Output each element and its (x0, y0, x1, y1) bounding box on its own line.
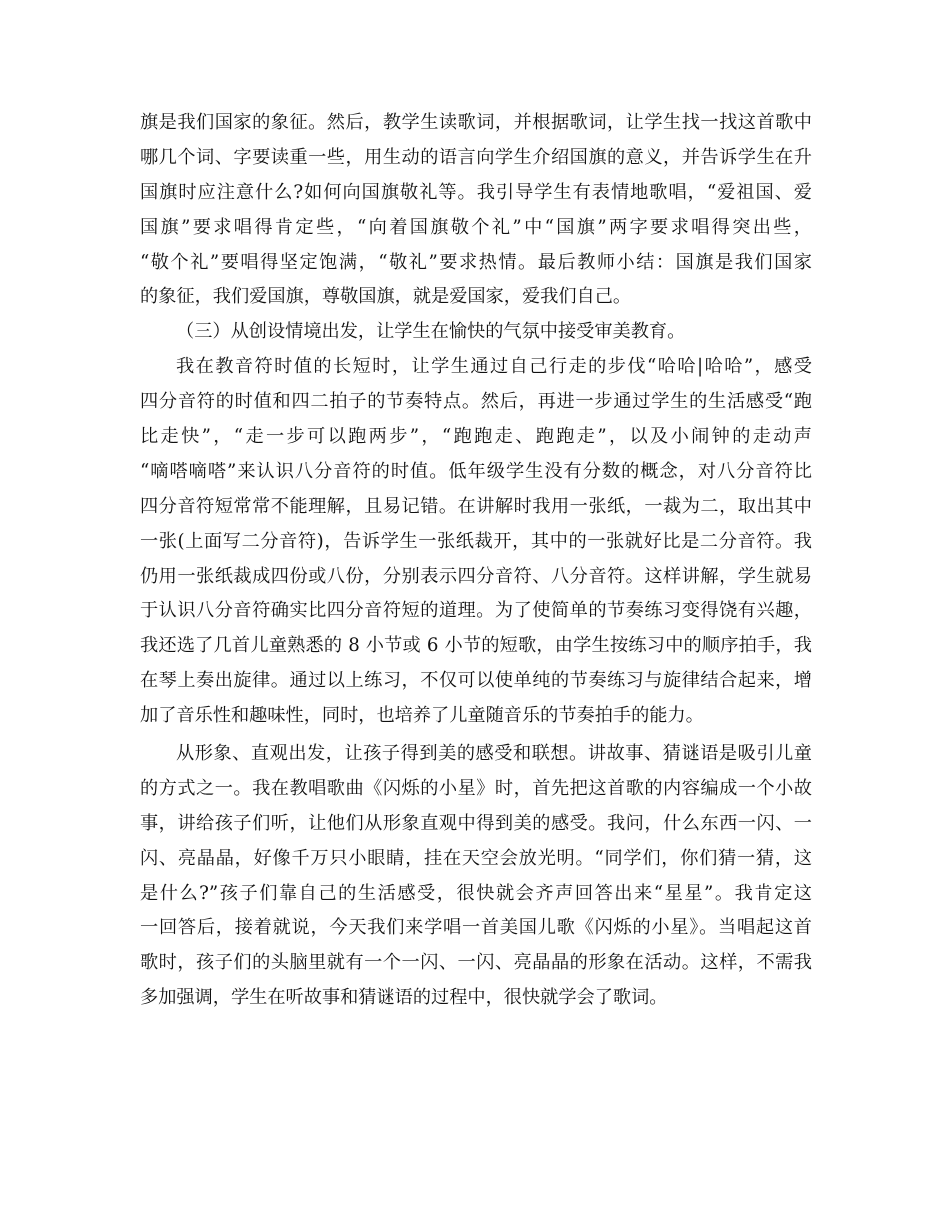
text-line: 四分音符短常常不能理解，且易记错。在讲解时我用一张纸，一裁为二，取出其中 (140, 495, 812, 517)
text-line: 是什么?”孩子们靠自己的生活感受，很快就会齐声回答出来“星星”。我肯定这 (140, 882, 812, 904)
text-line: “嘀嗒嘀嗒”来认识八分音符的时值。低年级学生没有分数的概念，对八分音符比 (140, 460, 812, 482)
text-line: 于认识八分音符确实比四分音符短的道理。为了使简单的节奏练习变得饶有兴趣， (140, 600, 812, 622)
text-line: 的方式之一。我在教唱歌曲《闪烁的小星》时，首先把这首歌的内容编成一个小故 (140, 777, 812, 799)
heading-text: （三）从创设情境出发，让学生在愉快的气氛中接受审美教育。 (176, 321, 686, 343)
text-line: 加了音乐性和趣味性，同时，也培养了儿童随音乐的节奏拍手的能力。 (140, 705, 704, 727)
text-line: 在琴上奏出旋律。通过以上练习，不仅可以使单纯的节奏练习与旋律结合起来，增 (140, 670, 812, 692)
text-line: “敬个礼”要唱得坚定饱满，“敬礼”要求热情。最后教师小结：国旗是我们国家 (140, 251, 812, 273)
text-line: 的象征，我们爱国旗，尊敬国旗，就是爱国家，爱我们自己。 (140, 286, 632, 308)
paragraph-continuation (140, 106, 812, 315)
text-line: 旗是我们国家的象征。然后，教学生读歌词，并根据歌词，让学生找一找这首歌中 (140, 112, 812, 133)
text-line: 比走快”，“走一步可以跑两步”，“跑跑走、跑跑走”，以及小闹钟的走动声 (140, 426, 812, 448)
document-page (140, 106, 812, 1016)
text-line: 我还选了几首儿童熟悉的 8 小节或 6 小节的短歌，由学生按练习中的顺序拍手，我 (140, 635, 812, 657)
paragraph (140, 737, 812, 1016)
text-line: 我在教音符时值的长短时，让学生通过自己行走的步伐“哈哈|哈哈”，感受 (176, 356, 812, 378)
text-line: 仍用一张纸裁成四份或八份，分别表示四分音符、八分音符。这样讲解，学生就易 (140, 565, 812, 587)
text-line: 国旗”要求唱得肯定些，“向着国旗敬个礼”中“国旗”两字要求唱得突出些， (140, 216, 812, 238)
text-line: 从形象、直观出发，让孩子得到美的感受和联想。讲故事、猜谜语是吸引儿童 (176, 743, 812, 765)
paragraph (140, 350, 812, 734)
text-line: 一回答后，接着就说，今天我们来学唱一首美国儿歌《闪烁的小星》。当唱起这首 (140, 917, 812, 939)
text-line: 闪、亮晶晶，好像千万只小眼睛，挂在天空会放光明。“同学们，你们猜一猜，这 (140, 847, 812, 869)
text-line: 事，讲给孩子们听，让他们从形象直观中得到美的感受。我问，什么东西一闪、一 (140, 812, 812, 834)
text-line: 四分音符的时值和四二拍子的节奏特点。然后，再进一步通过学生的生活感受“跑 (140, 391, 812, 413)
text-line: 国旗时应注意什么?如何向国旗敬礼等。我引导学生有表情地歌唱，“爱祖国、爱 (140, 181, 812, 203)
section-heading (140, 315, 812, 350)
text-line: 一张(上面写二分音符)，告诉学生一张纸裁开，其中的一张就好比是二分音符。我 (140, 530, 812, 552)
text-line: 哪几个词、字要读重一些，用生动的语言向学生介绍国旗的意义，并告诉学生在升 (140, 146, 812, 168)
text-line: 歌时，孩子们的头脑里就有一个一闪、一闪、亮晶晶的形象在活动。这样，不需我 (140, 952, 812, 974)
text-line: 多加强调，学生在听故事和猜谜语的过程中，很快就学会了歌词。 (140, 987, 668, 1009)
